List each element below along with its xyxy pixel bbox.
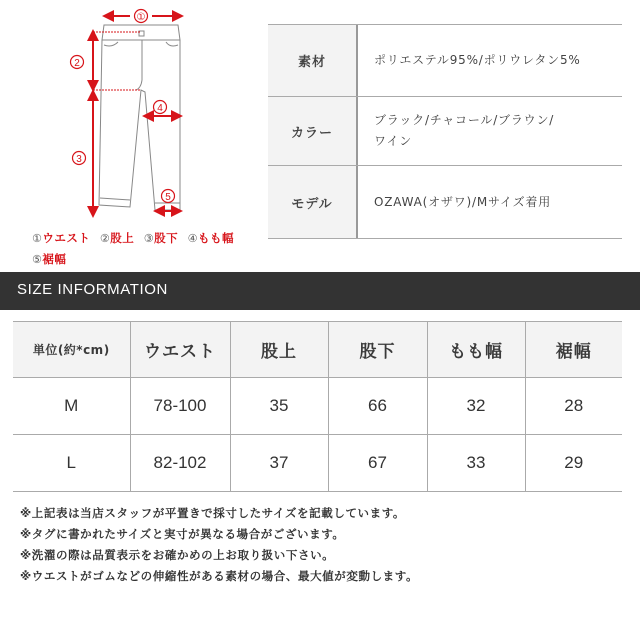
table-row (13, 378, 622, 435)
info-row-color (268, 97, 622, 166)
svg-text:5: 5 (165, 192, 171, 203)
info-label: 素材 (268, 25, 358, 96)
header-hem: 裾幅 (525, 322, 622, 378)
cell-inseam: 67 (328, 435, 427, 492)
size-notes (20, 503, 418, 587)
table-row (13, 435, 622, 492)
section-title: SIZE INFORMATION (17, 281, 168, 298)
header-inseam: 股下 (328, 322, 427, 378)
info-row-material (268, 25, 622, 97)
svg-text:4: 4 (157, 103, 163, 114)
info-label: カラー (268, 97, 358, 165)
header-thigh: もも幅 (427, 322, 525, 378)
svg-text:2: 2 (74, 58, 80, 69)
info-value (358, 97, 622, 165)
header-waist: ウエスト (130, 322, 230, 378)
legend-item-hem: ⑤裾幅 (32, 252, 67, 266)
legend-item-waist: ①ウエスト (32, 231, 91, 245)
note-line: ※ウエストがゴムなどの伸縮性がある素材の場合、最大値が変動します。 (20, 569, 419, 583)
info-value-line: ブラック/チャコール/ブラウン/ (374, 113, 555, 127)
cell-hem: 28 (525, 378, 622, 435)
section-header-band (0, 272, 640, 310)
product-info-table (268, 24, 622, 239)
header-unit: 単位(約*cm) (13, 322, 130, 378)
cell-rise: 35 (230, 378, 328, 435)
size-table (13, 321, 622, 492)
cell-rise: 37 (230, 435, 328, 492)
info-label: モデル (268, 166, 358, 238)
legend-item-rise: ②股上 (99, 231, 135, 245)
cell-inseam: 66 (328, 378, 427, 435)
info-value-line: ワイン (374, 134, 413, 148)
cell-waist: 78-100 (130, 378, 230, 435)
cell-hem: 29 (525, 435, 622, 492)
size-label: L (13, 435, 130, 492)
svg-text:3: 3 (76, 154, 82, 165)
info-row-model (268, 166, 622, 239)
info-value: OZAWA(オザワ)/Mサイズ着用 (374, 194, 552, 209)
header-rise: 股上 (230, 322, 328, 378)
marker-1: ① (136, 12, 146, 23)
pants-measurement-diagram (0, 0, 260, 270)
measurement-legend (32, 228, 239, 270)
info-value: ポリエステル95%/ポリウレタン5% (374, 53, 581, 67)
cell-thigh: 32 (427, 378, 525, 435)
note-line: ※タグに書かれたサイズと実寸が異なる場合がございます。 (20, 527, 345, 541)
pants-illustration (0, 0, 260, 230)
legend-item-inseam: ③股下 (143, 231, 179, 245)
note-line: ※洗濯の際は品質表示をお確かめの上お取り扱い下さい。 (20, 548, 335, 562)
size-label: M (13, 378, 130, 435)
legend-item-thigh: ④もも幅 (187, 231, 235, 245)
cell-waist: 82-102 (130, 435, 230, 492)
cell-thigh: 33 (427, 435, 525, 492)
note-line: ※上記表は当店スタッフが平置きで採寸したサイズを記載しています。 (20, 506, 406, 520)
size-table-header-row (13, 322, 622, 378)
